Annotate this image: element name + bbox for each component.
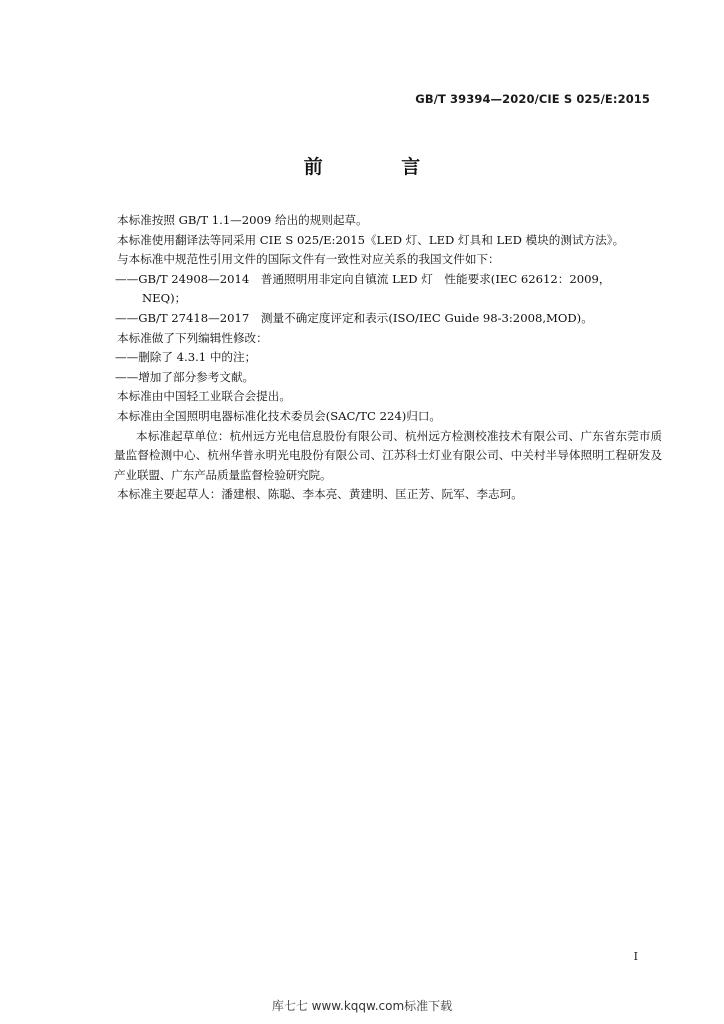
reference-item-2: ——GB/T 27418—2017 测量不确定度评定和表示(ISO/IEC Guide 98-3:2008,MOD)。 [115,310,593,325]
edit-item-1: ——删除了 4.3.1 中的注； [115,350,257,365]
reference-item-1-line-1: ——GB/T 24908—2014 普通照明用非定向自镇流 LED 灯 性能要求(IEC 62612：2009， [115,271,611,286]
paragraph-references-intro: 与本标准中规范性引用文件的国际文件有一致性对应关系的我国文件如下： [117,252,500,267]
page-number: I [633,950,638,963]
paragraph-drafters: 本标准主要起草人：潘建根、陈聪、李本亮、黄建明、匡正芳、阮军、李志珂。 [117,487,523,502]
foreword-body [114,211,662,505]
paragraph-drafting-units: 本标准起草单位：杭州远方光电信息股份有限公司、杭州远方检测校准技术有限公司、广东省东莞市质量监督检测中心、杭州华普永明光电股份有限公司、江苏科士灯业有限公司、中关村半导体照明工程研发及产业联盟、广东产品质量监督检验研究院。 [114,428,662,482]
page-title: 前 言 [303,156,457,178]
paragraph-drafting-rules: 本标准按照 GB/T 1.1—2009 给出的规则起草。 [117,213,368,227]
reference-item-1-line-2: NEQ)； [142,291,187,306]
paragraph-edit-intro: 本标准做了下列编辑性修改： [117,330,268,345]
paragraph-managed-by: 本标准由全国照明电器标准化技术委员会(SAC/TC 224)归口。 [117,408,442,423]
standard-number: GB/T 39394—2020/CIE S 025/E:2015 [415,92,650,106]
footer-watermark: 库七七 www.kqqw.com标准下载 [271,999,453,1013]
paragraph-adoption: 本标准使用翻译法等同采用 CIE S 025/E:2015《LED 灯、LED 灯具和 LED 模块的测试方法》。 [117,232,625,247]
edit-item-2: ——增加了部分参考文献。 [115,369,255,384]
paragraph-proposed-by: 本标准由中国轻工业联合会提出。 [117,389,291,404]
